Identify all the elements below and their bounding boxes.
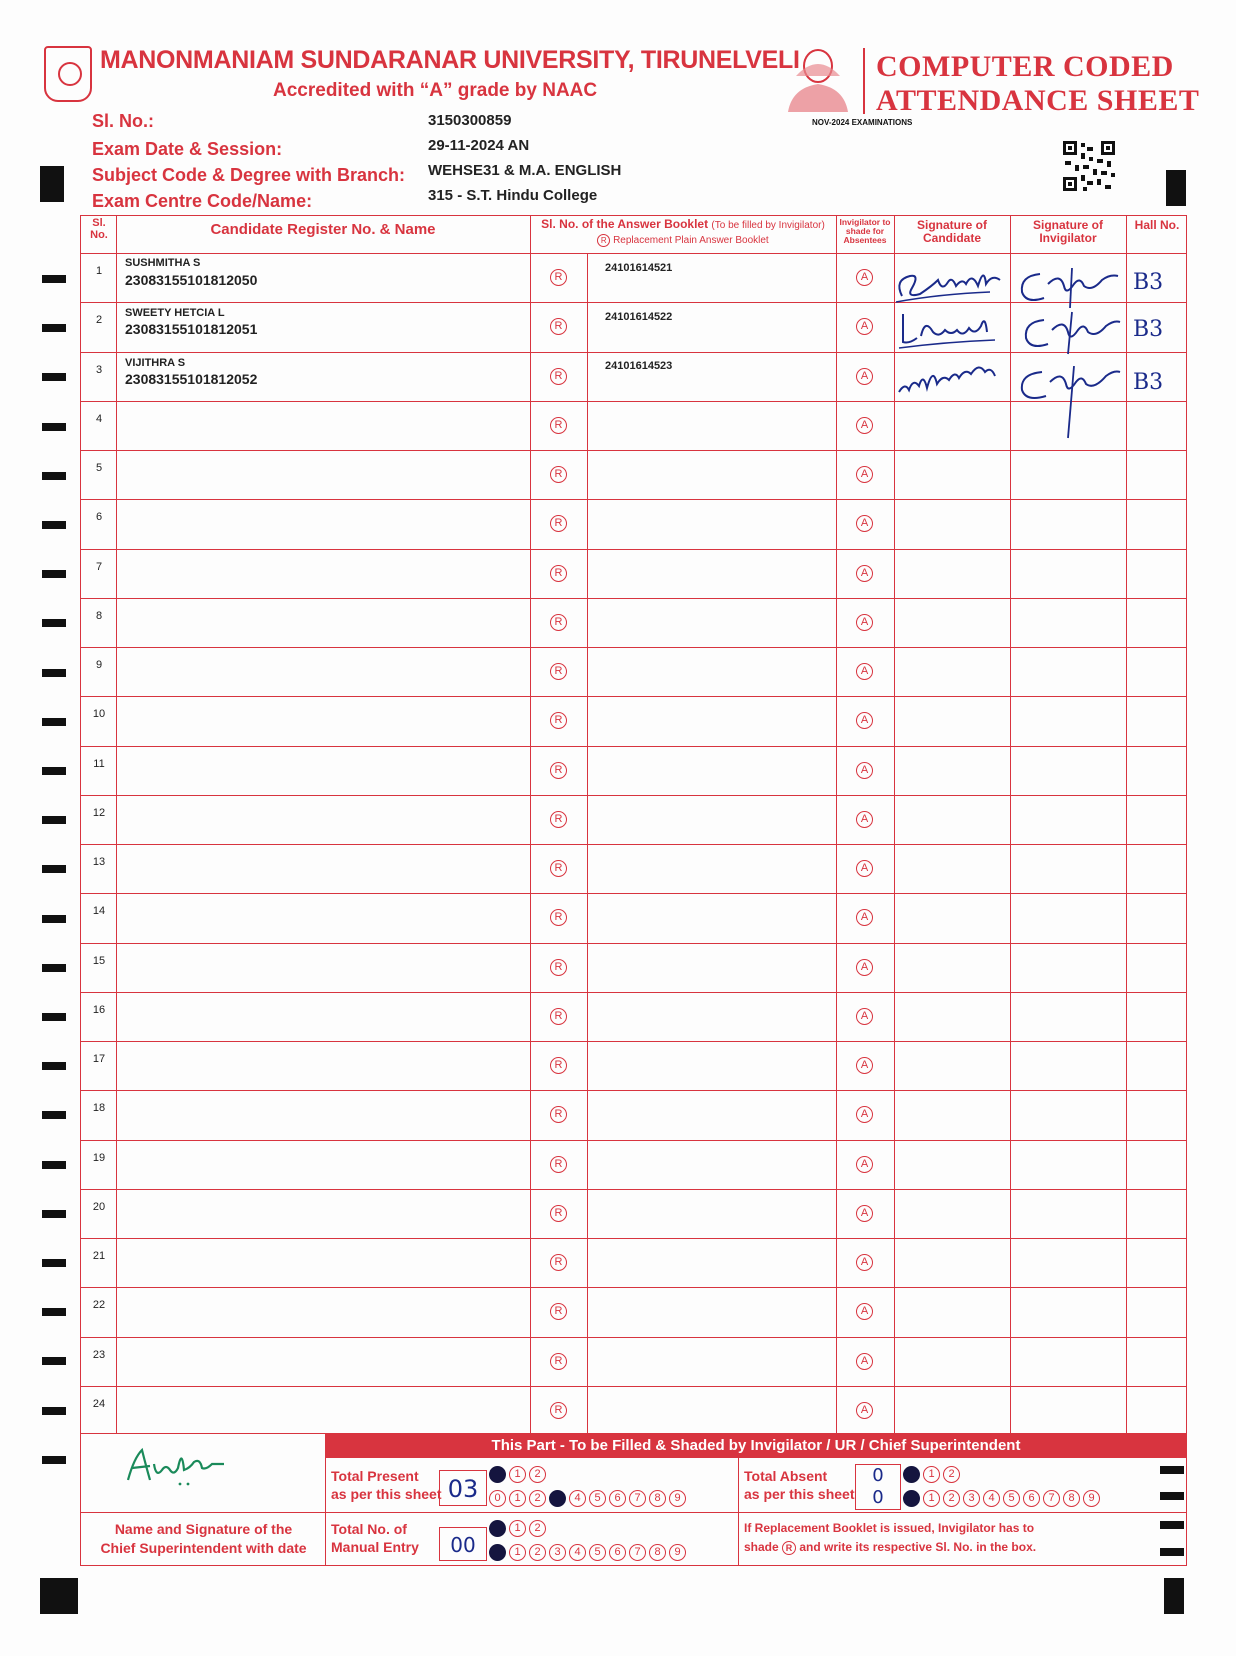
- replacement-bubble[interactable]: R: [550, 515, 567, 532]
- exam-date-label: Exam Date & Session:: [92, 139, 283, 159]
- timing-mark: [42, 1259, 66, 1267]
- absent-bubble[interactable]: A: [856, 1057, 873, 1074]
- row-number: 19: [92, 1151, 106, 1164]
- sl-no-label: Sl. No.:: [92, 111, 154, 131]
- row-number: 4: [95, 412, 103, 425]
- row-number: 14: [92, 905, 106, 918]
- row-number: 17: [92, 1053, 106, 1065]
- replacement-bubble[interactable]: R: [550, 1008, 567, 1025]
- replacement-bubble[interactable]: R: [550, 959, 567, 976]
- row-number: 12: [92, 806, 106, 819]
- digit-bubble[interactable]: 2: [529, 1490, 546, 1507]
- sl-no-value: 3150300859: [428, 112, 512, 129]
- timing-mark: [42, 521, 66, 529]
- col-divider-candidate: [530, 215, 531, 1434]
- digit-bubble[interactable]: 2: [943, 1490, 960, 1507]
- replacement-bubble[interactable]: R: [550, 1156, 567, 1173]
- replacement-bubble[interactable]: R: [550, 1205, 567, 1222]
- replacement-bubble[interactable]: R: [550, 762, 567, 779]
- col-header-booklet-note: (To be filled by Invigilator): [711, 220, 825, 231]
- digit-bubble[interactable]: 2: [529, 1466, 546, 1483]
- timing-mark: [42, 1111, 66, 1119]
- timing-mark: [1160, 1521, 1184, 1529]
- col-divider-sig-invigilator: [1126, 215, 1127, 1434]
- replacement-bubble[interactable]: R: [550, 368, 567, 385]
- absent-bubble[interactable]: A: [856, 909, 873, 926]
- manual-entry-label: [331, 1520, 419, 1556]
- footer-divider-mid: [738, 1458, 739, 1512]
- timing-mark: [42, 1456, 66, 1464]
- replacement-bubble[interactable]: R: [550, 1106, 567, 1123]
- digit-bubble[interactable]: 4: [569, 1544, 586, 1561]
- total-present-label-line-2: as per this sheet: [331, 1486, 442, 1502]
- corner-marker-bottom-right: [1164, 1578, 1184, 1614]
- digit-bubble[interactable]: 1: [509, 1466, 526, 1483]
- digit-bubble[interactable]: 2: [529, 1544, 546, 1561]
- replacement-bubble[interactable]: R: [550, 663, 567, 680]
- manual-entry-tens-row: [489, 1518, 549, 1535]
- digit-bubble[interactable]: 3: [549, 1544, 566, 1561]
- row-divider: [80, 647, 1187, 648]
- absent-bubble[interactable]: A: [856, 1402, 873, 1419]
- replacement-bubble[interactable]: R: [550, 1254, 567, 1271]
- chief-label-line-2: Chief Superintendent with date: [100, 1540, 307, 1556]
- col-divider-booklet: [836, 215, 837, 1434]
- timing-mark: [1160, 1492, 1184, 1500]
- digit-bubble[interactable]: 5: [589, 1544, 606, 1561]
- col-divider-sl: [116, 215, 117, 1434]
- replacement-bubble[interactable]: R: [550, 565, 567, 582]
- absent-bubble[interactable]: A: [856, 959, 873, 976]
- col-header-candidate: Candidate Register No. & Name: [210, 221, 436, 238]
- row-number: 8: [95, 609, 103, 622]
- timing-mark: [42, 915, 66, 923]
- absent-bubble[interactable]: A: [856, 318, 873, 335]
- manual-entry-units-row: [489, 1542, 689, 1559]
- row-divider: [80, 1287, 1187, 1288]
- timing-mark: [42, 669, 66, 677]
- replacement-note-line-2: [744, 1538, 1036, 1557]
- col-header-booklet-sub: [534, 234, 832, 247]
- row-number: 24: [92, 1397, 106, 1410]
- manual-entry-label-line-2: Manual Entry: [331, 1539, 419, 1555]
- hall-number: B3: [1133, 370, 1164, 395]
- digit-bubble[interactable]: 6: [609, 1544, 626, 1561]
- row-divider: [80, 598, 1187, 599]
- replacement-bubble[interactable]: R: [550, 811, 567, 828]
- total-absent-label-line-2: as per this sheet: [744, 1486, 855, 1502]
- booklet-number: 24101614521: [605, 262, 673, 274]
- row-divider: [80, 1189, 1187, 1190]
- col-header-sig-candidate: Signature of Candidate: [916, 218, 987, 245]
- corner-marker-top-left: [40, 166, 64, 202]
- replacement-bubble[interactable]: R: [550, 269, 567, 286]
- col-divider-sig-candidate: [1010, 215, 1011, 1434]
- row-number: 6: [95, 511, 103, 524]
- timing-mark: [42, 1357, 66, 1365]
- row-divider: [80, 450, 1187, 451]
- candidate-reg-no: 23083155101812050: [125, 272, 258, 288]
- col-header-sl: Sl. No.: [90, 217, 108, 241]
- replacement-bubble[interactable]: R: [550, 909, 567, 926]
- row-number: 11: [93, 757, 105, 770]
- total-absent-label: [744, 1467, 855, 1503]
- candidate-reg-no: 23083155101812051: [125, 321, 258, 337]
- sheet-title: [876, 50, 1199, 118]
- digit-bubble[interactable]: 1: [509, 1544, 526, 1561]
- total-present-box[interactable]: 03: [439, 1470, 487, 1506]
- qr-code-icon: [1063, 141, 1115, 191]
- chief-label-line-1: Name and Signature of the: [114, 1521, 293, 1537]
- timing-mark: [42, 570, 66, 578]
- subject-value: WEHSE31 & M.A. ENGLISH: [428, 162, 622, 179]
- corner-marker-bottom-left: [40, 1578, 78, 1614]
- timing-mark: [42, 275, 66, 283]
- booklet-number: 24101614523: [605, 360, 673, 372]
- centre-label: Exam Centre Code/Name:: [92, 191, 313, 211]
- col-header-booklet-sub-text: Replacement Plain Answer Booklet: [613, 235, 769, 247]
- digit-bubble[interactable]: 2: [943, 1466, 960, 1483]
- timing-mark: [42, 1308, 66, 1316]
- absent-bubble[interactable]: A: [856, 1205, 873, 1222]
- absent-bubble[interactable]: A: [856, 762, 873, 779]
- timing-mark: [1160, 1466, 1184, 1474]
- timing-mark: [42, 865, 66, 873]
- absent-bubble[interactable]: A: [856, 1008, 873, 1025]
- digit-bubble[interactable]: 9: [669, 1544, 686, 1561]
- absent-bubble[interactable]: A: [856, 860, 873, 877]
- absent-bubble[interactable]: A: [856, 466, 873, 483]
- row-divider: [80, 1140, 1187, 1141]
- digit-bubble[interactable]: 1: [923, 1466, 940, 1483]
- row-number: 10: [92, 708, 106, 721]
- replacement-note-rest: and write its respective Sl. No. in the box.: [799, 1540, 1037, 1554]
- row-number: 21: [92, 1250, 106, 1262]
- candidate-name: SWEETY HETCIA L: [125, 307, 225, 319]
- digit-bubble[interactable]: 9: [669, 1490, 686, 1507]
- replacement-symbol-icon: R: [597, 234, 610, 247]
- replacement-bubble[interactable]: R: [550, 417, 567, 434]
- col-header-booklet-title: Sl. No. of the Answer Booklet: [541, 217, 709, 231]
- row-divider: [80, 1386, 1187, 1387]
- row-divider: [80, 696, 1187, 697]
- founder-portrait-icon: [786, 46, 850, 112]
- total-present-label: [331, 1467, 442, 1503]
- timing-mark: [42, 1407, 66, 1415]
- candidate-signature-3: [895, 352, 1005, 402]
- replacement-bubble[interactable]: R: [550, 318, 567, 335]
- accreditation-text: Accredited with “A” grade by NAAC: [273, 80, 598, 101]
- row-number: 20: [92, 1200, 106, 1213]
- digit-bubble[interactable]: 8: [649, 1544, 666, 1561]
- absent-bubble[interactable]: A: [856, 614, 873, 631]
- absent-bubble[interactable]: A: [856, 712, 873, 729]
- replacement-bubble[interactable]: R: [550, 1353, 567, 1370]
- row-number: 7: [95, 560, 103, 573]
- digit-bubble[interactable]: 7: [629, 1544, 646, 1561]
- col-header-hall: Hall No.: [1134, 218, 1180, 232]
- row-divider: [80, 1090, 1187, 1091]
- digit-bubble[interactable]: 6: [1023, 1490, 1040, 1507]
- digit-bubble[interactable]: 4: [983, 1490, 1000, 1507]
- total-present-units-row: [489, 1488, 689, 1505]
- candidate-signature-2: [895, 308, 1005, 353]
- university-logo-icon: [44, 46, 92, 102]
- hall-number: B3: [1133, 270, 1164, 295]
- digit-bubble[interactable]: [903, 1490, 920, 1507]
- absent-bubble[interactable]: A: [856, 811, 873, 828]
- timing-mark: [42, 1210, 66, 1218]
- digit-bubble[interactable]: 9: [1083, 1490, 1100, 1507]
- centre-value: 315 - S.T. Hindu College: [428, 187, 598, 204]
- timing-mark: [42, 619, 66, 627]
- row-number: 1: [95, 265, 103, 277]
- row-divider: [80, 549, 1187, 550]
- digit-bubble[interactable]: 5: [589, 1490, 606, 1507]
- row-number: 9: [95, 659, 103, 671]
- timing-mark: [42, 373, 66, 381]
- absent-bubble[interactable]: A: [856, 417, 873, 434]
- subject-label: Subject Code & Degree with Branch:: [92, 165, 406, 185]
- exam-month: NOV-2024 EXAMINATIONS: [812, 118, 913, 127]
- replacement-bubble[interactable]: R: [550, 466, 567, 483]
- sheet-title-line-1: COMPUTER CODED: [876, 50, 1174, 83]
- row-number: 23: [92, 1348, 106, 1361]
- total-absent-label-line-1: Total Absent: [744, 1468, 828, 1484]
- header-divider: [863, 48, 865, 114]
- row-divider: [80, 943, 1187, 944]
- replacement-bubble[interactable]: R: [550, 614, 567, 631]
- candidate-name: SUSHMITHA S: [125, 257, 201, 269]
- invigilator-signature-2: [1014, 308, 1124, 356]
- timing-mark: [42, 324, 66, 332]
- digit-bubble[interactable]: 1: [923, 1490, 940, 1507]
- invigilator-signature-3: [1012, 366, 1124, 444]
- total-absent-tens-row: [903, 1464, 963, 1481]
- timing-mark: [42, 472, 66, 480]
- row-number: 2: [95, 314, 103, 327]
- col-header-booklet: [530, 218, 836, 232]
- header-rule: [80, 253, 1187, 254]
- manual-entry-label-line-1: Total No. of: [331, 1521, 407, 1537]
- absent-bubble[interactable]: A: [856, 1156, 873, 1173]
- row-divider: [80, 746, 1187, 747]
- replacement-note-line-1: If Replacement Booklet is issued, Invigilator has to: [744, 1521, 1035, 1535]
- digit-bubble[interactable]: 2: [529, 1520, 546, 1537]
- digit-bubble[interactable]: 0: [489, 1490, 506, 1507]
- absent-bubble[interactable]: A: [856, 269, 873, 286]
- absent-bubble[interactable]: A: [856, 1254, 873, 1271]
- absent-bubble[interactable]: A: [856, 1353, 873, 1370]
- candidate-name: VIJITHRA S: [125, 357, 186, 369]
- row-number: 22: [92, 1299, 106, 1312]
- digit-bubble[interactable]: [549, 1490, 566, 1507]
- digit-bubble[interactable]: 1: [509, 1520, 526, 1537]
- total-present-label-line-1: Total Present: [331, 1468, 419, 1484]
- invigilator-signature-1: [1012, 262, 1122, 310]
- replacement-note-shade: shade: [744, 1540, 779, 1554]
- absent-bubble[interactable]: A: [856, 1106, 873, 1123]
- digit-bubble[interactable]: 7: [1043, 1490, 1060, 1507]
- digit-bubble[interactable]: 3: [963, 1490, 980, 1507]
- row-number: 18: [92, 1102, 106, 1115]
- row-divider: [80, 1041, 1187, 1042]
- timing-mark: [42, 1062, 66, 1070]
- row-number: 3: [95, 363, 103, 376]
- row-number: 16: [92, 1003, 106, 1016]
- total-absent-units-row: [903, 1488, 1103, 1505]
- chief-superintendent-signature: [120, 1440, 260, 1490]
- booklet-number: 24101614522: [605, 311, 673, 323]
- row-number: 13: [92, 856, 106, 868]
- col-header-absent-shade: Invigilator to shade for Absentees: [839, 217, 891, 245]
- timing-mark: [42, 718, 66, 726]
- total-absent-box[interactable]: 00: [855, 1464, 901, 1510]
- digit-bubble[interactable]: 8: [649, 1490, 666, 1507]
- timing-mark: [42, 964, 66, 972]
- timing-mark: [1160, 1548, 1184, 1556]
- replacement-bubble[interactable]: R: [550, 1402, 567, 1419]
- replacement-symbol-icon: R: [782, 1541, 796, 1555]
- replacement-bubble[interactable]: R: [550, 1303, 567, 1320]
- row-divider: [80, 1337, 1187, 1338]
- total-present-tens-row: [489, 1464, 549, 1481]
- exam-date-value: 29-11-2024 AN: [428, 137, 530, 154]
- replacement-bubble[interactable]: R: [550, 1057, 567, 1074]
- absent-bubble[interactable]: A: [856, 515, 873, 532]
- row-divider: [80, 499, 1187, 500]
- chief-superintendent-label: [82, 1520, 325, 1558]
- row-divider: [80, 795, 1187, 796]
- digit-bubble[interactable]: 1: [509, 1490, 526, 1507]
- row-divider: [80, 1238, 1187, 1239]
- digit-bubble[interactable]: 6: [609, 1490, 626, 1507]
- row-number: 5: [95, 462, 103, 474]
- footer-divider-bottom: [738, 1512, 739, 1566]
- candidate-reg-no: 23083155101812052: [125, 371, 258, 387]
- timing-mark: [42, 1161, 66, 1169]
- timing-mark: [42, 423, 66, 431]
- col-header-sig-invigilator: Signature of Invigilator: [1032, 218, 1103, 245]
- absent-bubble[interactable]: A: [856, 1303, 873, 1320]
- university-name: MANONMANIAM SUNDARANAR UNIVERSITY, TIRUNELVELI: [100, 46, 800, 74]
- candidate-signature-1: [890, 258, 1010, 308]
- replacement-bubble[interactable]: R: [550, 712, 567, 729]
- absent-bubble[interactable]: A: [856, 368, 873, 385]
- digit-bubble[interactable]: [903, 1466, 920, 1483]
- digit-bubble[interactable]: [489, 1544, 506, 1561]
- row-divider: [80, 893, 1187, 894]
- timing-mark: [42, 1013, 66, 1021]
- hall-number: B3: [1133, 317, 1164, 342]
- digit-bubble[interactable]: [489, 1520, 506, 1537]
- timing-mark: [42, 767, 66, 775]
- timing-mark: [42, 816, 66, 824]
- digit-bubble[interactable]: 7: [629, 1490, 646, 1507]
- absent-bubble[interactable]: A: [856, 663, 873, 680]
- digit-bubble[interactable]: 5: [1003, 1490, 1020, 1507]
- row-divider: [80, 992, 1187, 993]
- digit-bubble[interactable]: [489, 1466, 506, 1483]
- invigilator-section-banner: This Part - To be Filled & Shaded by Invigilator / UR / Chief Superintendent: [325, 1434, 1187, 1458]
- manual-entry-box[interactable]: 00: [439, 1527, 487, 1561]
- replacement-bubble[interactable]: R: [550, 860, 567, 877]
- corner-marker-top-right: [1166, 170, 1186, 206]
- sheet-title-line-2: ATTENDANCE SHEET: [876, 84, 1200, 117]
- absent-bubble[interactable]: A: [856, 565, 873, 582]
- row-divider: [80, 844, 1187, 845]
- digit-bubble[interactable]: 8: [1063, 1490, 1080, 1507]
- digit-bubble[interactable]: 4: [569, 1490, 586, 1507]
- replacement-note: [744, 1519, 1036, 1557]
- row-number: 15: [92, 954, 106, 967]
